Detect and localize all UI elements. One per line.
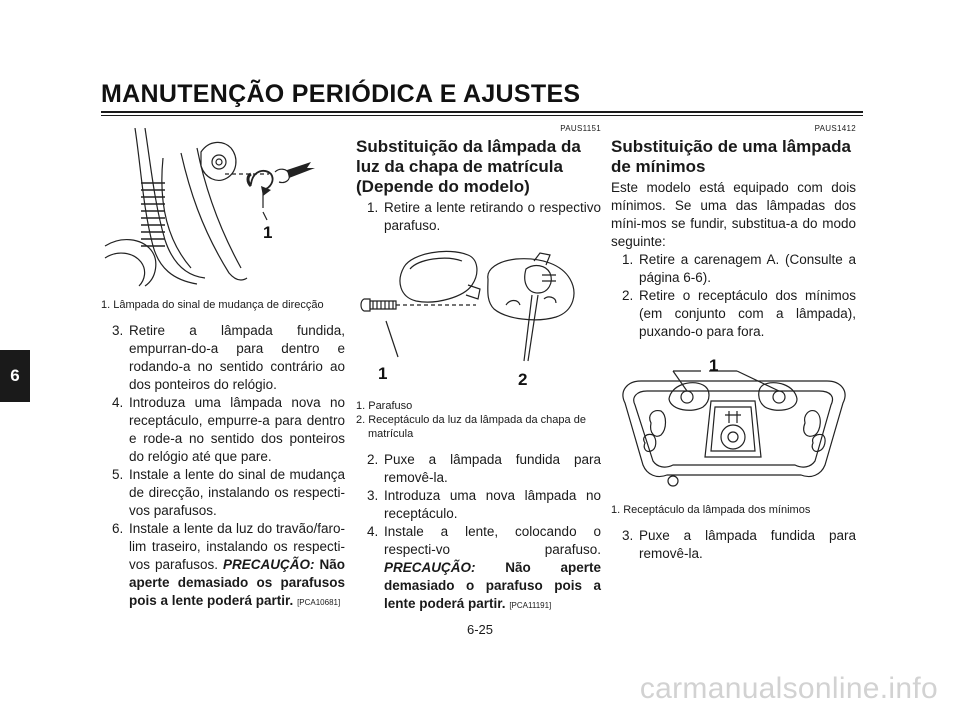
step-number: 2. <box>367 452 379 467</box>
right-column <box>611 124 856 563</box>
caution-label: PRECAUÇÃO: <box>384 560 476 575</box>
step-text: Introduza uma lâmpada nova no receptáculo, empurre-a para dentro e rode-a no sentido dos ponteiros do relógio até que pare. <box>129 395 345 464</box>
caution-label: PRECAUÇÃO: <box>223 557 315 572</box>
list-item <box>101 394 345 466</box>
step-number: 5. <box>112 467 124 482</box>
step-number: 1. <box>622 252 634 267</box>
figure-caption <box>356 399 601 441</box>
middle-column <box>356 124 601 615</box>
section-title: Substituição da lâmpada da luz da chapa de matrícula (Depende do modelo) <box>356 137 581 196</box>
left-column <box>101 128 345 612</box>
list-item <box>101 322 345 394</box>
header-rule-thin <box>101 115 863 116</box>
caution-text: Não aperte demasiado o parafuso pois a lente poderá partir. <box>384 560 601 611</box>
figure-callout-2: 2 <box>518 370 528 389</box>
list-item <box>611 287 856 341</box>
figure-caption: 1. Receptáculo da lâmpada dos mínimos <box>611 504 811 516</box>
license-plate-light-figure <box>356 239 601 389</box>
step-text: Retire o receptáculo dos mínimos (em conjunto com a lâmpada), puxando-o para fora. <box>639 288 856 339</box>
step-text: Instale a lente da luz do travão/faro-lim traseiro, instalando os respecti-vos parafusos. <box>129 521 345 572</box>
step-number: 3. <box>367 488 379 503</box>
intro-paragraph: Este modelo está equipado com dois mínimos. Se uma das lâmpadas dos míni-mos se fundir, substitua-a do modo seguinte: <box>611 180 856 249</box>
figure-callout-1: 1 <box>263 223 273 242</box>
list-item <box>611 251 856 287</box>
chapter-tab: 6 <box>0 350 30 402</box>
caption-item: 1. Parafuso <box>356 400 413 412</box>
list-item <box>611 527 856 563</box>
step-number: 2. <box>622 288 634 303</box>
steps-list <box>356 199 601 235</box>
caption-item: 2. Receptáculo da luz da lâmpada da chapa de matrícula <box>356 414 586 440</box>
caution-text: Não aperte demasiado os parafusos pois a lente poderá partir. <box>129 557 345 608</box>
step-number: 6. <box>112 521 124 536</box>
step-text: Retire a lente retirando o respectivo parafuso. <box>384 200 601 233</box>
section-title: Substituição de uma lâmpada de mínimos <box>611 137 851 176</box>
watermark: carmanualsonline.info <box>639 672 938 705</box>
step-text: Retire a carenagem A. (Consulte a página 6-6). <box>639 252 856 285</box>
caution-reference: [PCA11191] <box>509 601 552 610</box>
section-code: PAUS1151 <box>560 124 601 133</box>
step-number: 1. <box>367 200 379 215</box>
step-number: 4. <box>367 524 379 539</box>
position-light-figure <box>611 345 856 495</box>
step-number: 3. <box>112 323 124 338</box>
step-text: Instale a lente, colocando o respecti-vo parafuso. <box>384 524 601 557</box>
steps-list <box>356 451 601 615</box>
step-text: Instale a lente do sinal de mudança de direcção, instalando os respecti-vos parafusos. <box>129 467 345 518</box>
step-text: Retire a lâmpada fundida, empurran-do-a para dentro e rodando-a no sentido contrário ao dos ponteiros do relógio. <box>129 323 345 392</box>
list-item <box>356 487 601 523</box>
list-item <box>356 451 601 487</box>
list-item <box>101 520 345 612</box>
figure-callout-1: 1 <box>709 356 719 375</box>
turn-signal-figure <box>101 128 341 290</box>
caution-reference: [PCA10681] <box>297 598 341 607</box>
page-number: 6-25 <box>466 622 494 637</box>
figure-caption: 1. Lâmpada do sinal de mudança de direcção <box>101 299 324 311</box>
step-text: Puxe a lâmpada fundida para removê-la. <box>384 452 601 485</box>
steps-list <box>611 251 856 341</box>
figure-callout-1: 1 <box>378 364 388 383</box>
list-item <box>101 466 345 520</box>
step-number: 3. <box>622 528 634 543</box>
steps-list <box>611 527 856 563</box>
section-code: PAUS1412 <box>814 124 856 133</box>
header-rule <box>101 111 863 113</box>
step-text: Puxe a lâmpada fundida para removê-la. <box>639 528 856 561</box>
list-item <box>356 523 601 615</box>
page-header-title: MANUTENÇÃO PERIÓDICA E AJUSTES <box>101 80 581 108</box>
steps-list <box>101 322 345 612</box>
step-text: Introduza uma nova lâmpada no receptáculo. <box>384 488 601 521</box>
step-number: 4. <box>112 395 124 410</box>
list-item <box>356 199 601 235</box>
